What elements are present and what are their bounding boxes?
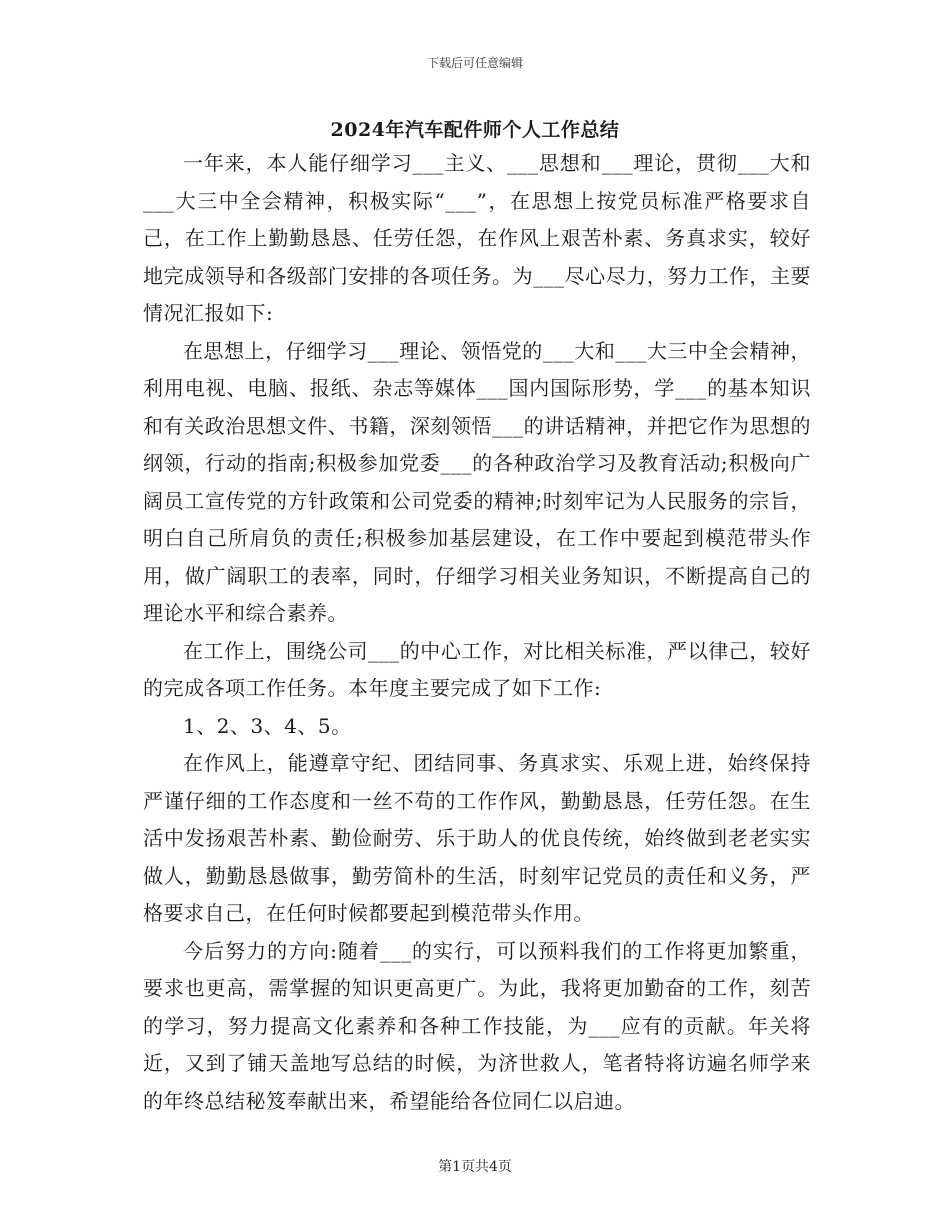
- paragraph-future: 今后努力的方向:随着___的实行，可以预料我们的工作将更加繁重，要求也更高，需掌握的知识更高更广。为此，我将更加勤奋的工作，刻苦的学习，努力提高文化素养和各种工作技能，为___应有的贡献。年关将近，又到了铺天盖地写总结的时候，为济世救人，笔者特将访遍名师学来的年终总结秘笈奉献出来，希望能给各位同仁以启迪。: [143, 938, 811, 1113]
- paragraph-style: 在作风上，能遵章守纪、团结同事、务真求实、乐观上进，始终保持严谨仔细的工作态度和一丝不苟的工作作风，勤勤恳恳，任劳任怨。在生活中发扬艰苦朴素、勤俭耐劳、乐于助人的优良传统，始终做到老老实实做人，勤勤恳恳做事，勤劳简朴的生活，时刻牢记党员的责任和义务，严格要求自己，在任何时候都要起到模范带头作用。: [143, 751, 811, 925]
- paragraph-intro: 一年来，本人能仔细学习___主义、___思想和___理论，贯彻___大和___大三中全会精神，积极实际“___”，在思想上按党员标准严格要求自己，在工作上勤勤恳恳、任劳任怨，在作风上艰苦朴素、务真求实，较好地完成领导和各级部门安排的各项任务。为___尽心尽力，努力工作，主要情况汇报如下:: [143, 151, 811, 325]
- document-title: 2024年汽车配件师个人工作总结: [330, 119, 620, 141]
- paragraph-work: 在工作上，围绕公司___的中心工作，对比相关标准，严以律己，较好的完成各项工作任务。本年度主要完成了如下工作:: [143, 638, 811, 700]
- page-number: 第1页共4页: [438, 1159, 512, 1175]
- header-note: 下载后可任意编辑: [426, 56, 523, 70]
- document-body: [143, 145, 811, 1120]
- paragraph-work-items: 1、2、3、4、5。: [183, 713, 352, 738]
- paragraph-ideology: 在思想上，仔细学习___理论、领悟党的___大和___大三中全会精神，利用电视、电脑、报纸、杂志等媒体___国内国际形势，学___的基本知识和有关政治思想文件、书籍，深刻领悟___的讲话精神，并把它作为思想的纲领，行动的指南;积极参加党委___的各种政治学习及教育活动;积极向广阔员工宣传党的方针政策和公司党委的精神;时刻牢记为人民服务的宗旨，明白自己所肩负的责任;积极参加基层建设，在工作中要起到模范带头作用，做广阔职工的表率，同时，仔细学习相关业务知识，不断提高自己的理论水平和综合素养。: [143, 338, 811, 625]
